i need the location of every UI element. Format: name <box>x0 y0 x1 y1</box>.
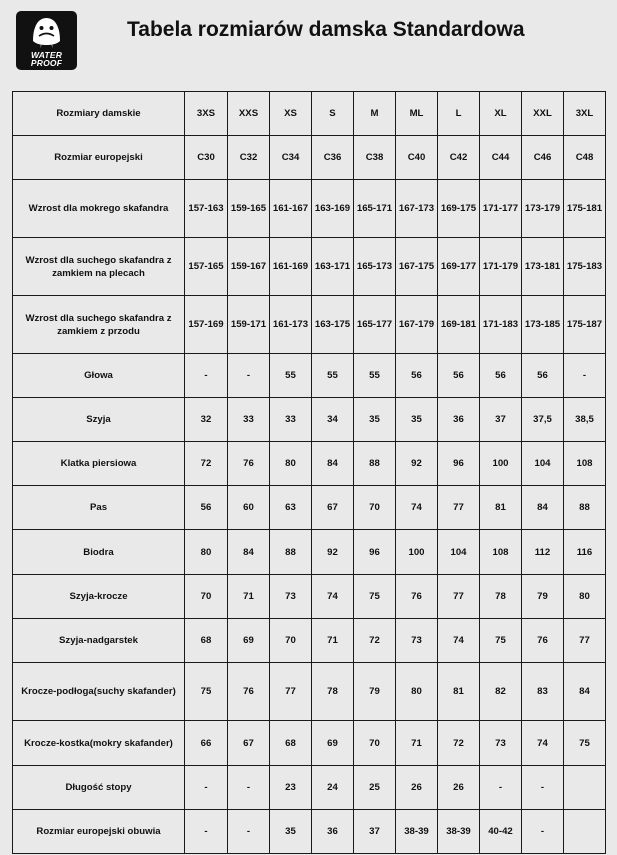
table-cell: 72 <box>438 721 480 766</box>
row-label: Szyja <box>13 398 185 442</box>
table-cell: 56 <box>438 354 480 398</box>
table-cell: 84 <box>522 486 564 530</box>
table-cell: 80 <box>396 663 438 721</box>
table-cell: 66 <box>185 721 228 766</box>
table-cell: 72 <box>185 442 228 486</box>
table-cell: 25 <box>354 766 396 810</box>
table-cell: 69 <box>312 721 354 766</box>
table-cell: 84 <box>228 530 270 575</box>
table-cell: C40 <box>396 136 438 180</box>
table-cell: 165-173 <box>354 238 396 296</box>
table-cell: 108 <box>564 442 606 486</box>
table-cell: 55 <box>312 354 354 398</box>
table-cell: 157-165 <box>185 238 228 296</box>
table-cell: 80 <box>564 575 606 619</box>
table-cell: XS <box>270 92 312 136</box>
table-cell: 37,5 <box>522 398 564 442</box>
table-cell: C44 <box>480 136 522 180</box>
table-cell: 73 <box>270 575 312 619</box>
table-cell: 157-163 <box>185 180 228 238</box>
table-cell: 24 <box>312 766 354 810</box>
table-cell: 56 <box>480 354 522 398</box>
table-cell <box>564 766 606 810</box>
row-label: Głowa <box>13 354 185 398</box>
row-label: Pas <box>13 486 185 530</box>
table-cell: 100 <box>480 442 522 486</box>
page-title: Tabela rozmiarów damska Standardowa <box>127 18 525 41</box>
table-row <box>13 92 606 136</box>
table-cell: 163-175 <box>312 296 354 354</box>
table-cell: 96 <box>354 530 396 575</box>
table-cell: 83 <box>522 663 564 721</box>
table-cell: 167-179 <box>396 296 438 354</box>
table-cell: 37 <box>354 810 396 854</box>
row-label: Klatka piersiowa <box>13 442 185 486</box>
table-cell: - <box>228 766 270 810</box>
table-cell: 69 <box>228 619 270 663</box>
table-cell: 38-39 <box>438 810 480 854</box>
table-cell: 116 <box>564 530 606 575</box>
table-row <box>13 575 606 619</box>
table-cell: C42 <box>438 136 480 180</box>
table-cell: - <box>185 810 228 854</box>
table-cell: 79 <box>354 663 396 721</box>
table-cell: 35 <box>270 810 312 854</box>
table-cell: 173-181 <box>522 238 564 296</box>
table-cell: 76 <box>228 442 270 486</box>
table-cell: C30 <box>185 136 228 180</box>
table-cell: 78 <box>480 575 522 619</box>
row-label: Szyja-nadgarstek <box>13 619 185 663</box>
table-cell: 3XL <box>564 92 606 136</box>
row-label: Rozmiary damskie <box>13 92 185 136</box>
table-cell: 72 <box>354 619 396 663</box>
table-cell: 96 <box>438 442 480 486</box>
table-cell: 167-173 <box>396 180 438 238</box>
table-cell: 76 <box>396 575 438 619</box>
table-cell: 112 <box>522 530 564 575</box>
table-cell: 173-185 <box>522 296 564 354</box>
table-cell: 75 <box>564 721 606 766</box>
row-label: Biodra <box>13 530 185 575</box>
table-cell: 175-183 <box>564 238 606 296</box>
table-row <box>13 180 606 238</box>
table-cell: 70 <box>354 486 396 530</box>
table-cell: 159-171 <box>228 296 270 354</box>
table-cell: 77 <box>564 619 606 663</box>
table-cell: 82 <box>480 663 522 721</box>
table-cell: C48 <box>564 136 606 180</box>
table-cell: 75 <box>480 619 522 663</box>
table-row <box>13 766 606 810</box>
table-cell: 161-167 <box>270 180 312 238</box>
table-cell: 60 <box>228 486 270 530</box>
table-row <box>13 136 606 180</box>
table-cell: 35 <box>396 398 438 442</box>
table-cell: 80 <box>185 530 228 575</box>
table-cell: 36 <box>438 398 480 442</box>
row-label: Rozmiar europejski obuwia <box>13 810 185 854</box>
table-cell: 67 <box>312 486 354 530</box>
table-cell: 104 <box>438 530 480 575</box>
table-cell: 171-183 <box>480 296 522 354</box>
table-cell: 70 <box>185 575 228 619</box>
row-label: Szyja-krocze <box>13 575 185 619</box>
table-cell: 3XS <box>185 92 228 136</box>
table-cell: 26 <box>396 766 438 810</box>
table-cell: 159-167 <box>228 238 270 296</box>
table-cell: 161-173 <box>270 296 312 354</box>
row-label: Rozmiar europejski <box>13 136 185 180</box>
logo-text-water: WATER <box>30 50 63 60</box>
table-cell: 56 <box>396 354 438 398</box>
waterproof-logo <box>16 11 77 70</box>
table-cell: 84 <box>564 663 606 721</box>
table-cell: 68 <box>270 721 312 766</box>
table-cell: 73 <box>480 721 522 766</box>
table-cell: 175-181 <box>564 180 606 238</box>
table-cell: 171-179 <box>480 238 522 296</box>
row-label: Wzrost dla suchego skafandra z zamkiem na plecach <box>13 238 185 296</box>
table-cell: 71 <box>396 721 438 766</box>
table-cell: 71 <box>312 619 354 663</box>
table-cell: 73 <box>396 619 438 663</box>
table-cell: - <box>564 354 606 398</box>
table-cell: - <box>228 354 270 398</box>
table-cell: C46 <box>522 136 564 180</box>
table-cell: - <box>228 810 270 854</box>
table-cell: 165-171 <box>354 180 396 238</box>
table-cell: 175-187 <box>564 296 606 354</box>
table-cell: 38-39 <box>396 810 438 854</box>
table-cell: - <box>185 354 228 398</box>
table-cell: 163-171 <box>312 238 354 296</box>
table-cell: 71 <box>228 575 270 619</box>
table-cell: 77 <box>438 486 480 530</box>
table-row <box>13 663 606 721</box>
table-cell: 33 <box>228 398 270 442</box>
table-cell: 32 <box>185 398 228 442</box>
table-cell: 88 <box>354 442 396 486</box>
table-row <box>13 398 606 442</box>
table-cell: ML <box>396 92 438 136</box>
table-cell: 70 <box>354 721 396 766</box>
table-cell: 81 <box>438 663 480 721</box>
table-row <box>13 721 606 766</box>
table-cell: - <box>480 766 522 810</box>
table-cell: 92 <box>396 442 438 486</box>
table-row <box>13 810 606 854</box>
table-cell: M <box>354 92 396 136</box>
table-cell: 55 <box>270 354 312 398</box>
table-cell: 167-175 <box>396 238 438 296</box>
table-cell: - <box>522 766 564 810</box>
table-cell: 63 <box>270 486 312 530</box>
table-cell: 76 <box>228 663 270 721</box>
table-row <box>13 354 606 398</box>
table-cell: 26 <box>438 766 480 810</box>
table-cell: 76 <box>522 619 564 663</box>
table-cell: 100 <box>396 530 438 575</box>
table-row <box>13 619 606 663</box>
table-cell: 161-169 <box>270 238 312 296</box>
table-cell: 23 <box>270 766 312 810</box>
table-cell: 33 <box>270 398 312 442</box>
table-cell: 56 <box>522 354 564 398</box>
table-cell: - <box>185 766 228 810</box>
table-cell: 38,5 <box>564 398 606 442</box>
table-cell: 173-179 <box>522 180 564 238</box>
table-cell: 108 <box>480 530 522 575</box>
table-cell: 80 <box>270 442 312 486</box>
table-cell: 169-175 <box>438 180 480 238</box>
table-cell: 81 <box>480 486 522 530</box>
table-cell: 55 <box>354 354 396 398</box>
table-cell: 75 <box>185 663 228 721</box>
table-cell: S <box>312 92 354 136</box>
table-cell: 70 <box>270 619 312 663</box>
row-label: Krocze-podłoga(suchy skafander) <box>13 663 185 721</box>
table-cell: 159-165 <box>228 180 270 238</box>
table-cell: 34 <box>312 398 354 442</box>
logo-text-proof: PROOF <box>30 58 63 68</box>
table-row <box>13 486 606 530</box>
table-cell: 92 <box>312 530 354 575</box>
table-cell: - <box>522 810 564 854</box>
table-cell: XL <box>480 92 522 136</box>
table-row <box>13 296 606 354</box>
table-cell: 56 <box>185 486 228 530</box>
table-cell: XXL <box>522 92 564 136</box>
table-cell: 75 <box>354 575 396 619</box>
table-cell: 77 <box>438 575 480 619</box>
table-cell: L <box>438 92 480 136</box>
table-cell: XXS <box>228 92 270 136</box>
table-cell: 74 <box>312 575 354 619</box>
table-cell: 79 <box>522 575 564 619</box>
table-cell: 37 <box>480 398 522 442</box>
table-cell: 35 <box>354 398 396 442</box>
table-cell: C34 <box>270 136 312 180</box>
size-chart-table <box>12 91 606 854</box>
table-cell: 165-177 <box>354 296 396 354</box>
table-row <box>13 238 606 296</box>
table-cell: 78 <box>312 663 354 721</box>
table-cell: C36 <box>312 136 354 180</box>
row-label: Wzrost dla suchego skafandra z zamkiem z przodu <box>13 296 185 354</box>
table-row <box>13 530 606 575</box>
table-cell: 77 <box>270 663 312 721</box>
row-label: Długość stopy <box>13 766 185 810</box>
table-cell: 163-169 <box>312 180 354 238</box>
table-cell: 157-169 <box>185 296 228 354</box>
table-cell: 169-181 <box>438 296 480 354</box>
table-row <box>13 442 606 486</box>
table-cell: 74 <box>438 619 480 663</box>
row-label: Wzrost dla mokrego skafandra <box>13 180 185 238</box>
table-cell: 84 <box>312 442 354 486</box>
table-cell: 169-177 <box>438 238 480 296</box>
table-cell: 88 <box>564 486 606 530</box>
table-cell: 67 <box>228 721 270 766</box>
table-cell: 40-42 <box>480 810 522 854</box>
table-cell: 88 <box>270 530 312 575</box>
table-cell: C32 <box>228 136 270 180</box>
table-cell: 104 <box>522 442 564 486</box>
table-cell: 68 <box>185 619 228 663</box>
table-cell <box>564 810 606 854</box>
table-cell: 74 <box>396 486 438 530</box>
table-cell: C38 <box>354 136 396 180</box>
table-cell: 171-177 <box>480 180 522 238</box>
table-cell: 36 <box>312 810 354 854</box>
table-cell: 74 <box>522 721 564 766</box>
row-label: Krocze-kostka(mokry skafander) <box>13 721 185 766</box>
